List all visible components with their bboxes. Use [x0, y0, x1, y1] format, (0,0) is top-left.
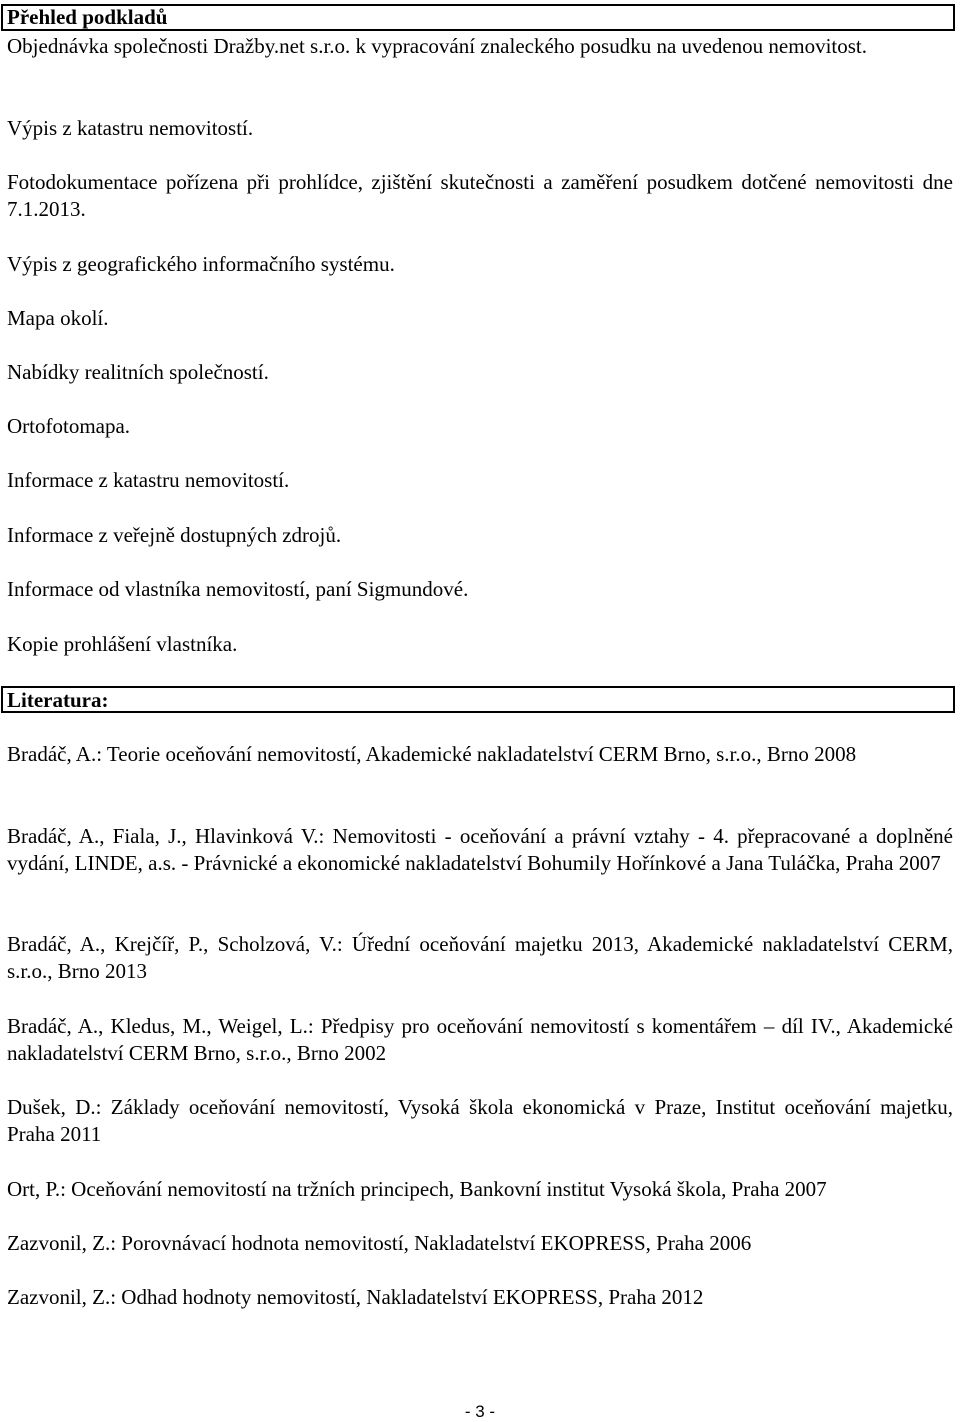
literature-item: Bradáč, A., Fiala, J., Hlavinková V.: Nemovitosti - oceňování a právní vztahy - 4. přepracované a doplněné vydání, LINDE, a.s. - Právnické a ekonomické nakladatelství Bohumily Hořínkové a Jana Tuláčka, Praha 2007: [7, 824, 953, 875]
source-item: Objednávka společnosti Dražby.net s.r.o. k vypracování znaleckého posudku na uvedenou nemovitost.: [7, 34, 867, 58]
literature-item: Zazvonil, Z.: Porovnávací hodnota nemovitostí, Nakladatelství EKOPRESS, Praha 2006: [7, 1231, 752, 1255]
source-item: Informace od vlastníka nemovitostí, paní Sigmundové.: [7, 577, 469, 601]
page-number-text: - 3 -: [464, 1402, 496, 1421]
literature-item: Bradáč, A., Krejčíř, P., Scholzová, V.: Úřední oceňování majetku 2013, Akademické nakladatelství CERM, s.r.o., Brno 2013: [7, 932, 953, 983]
literature-item: Zazvonil, Z.: Odhad hodnoty nemovitostí, Nakladatelství EKOPRESS, Praha 2012: [7, 1285, 704, 1309]
literature-item: Dušek, D.: Základy oceňování nemovitostí, Vysoká škola ekonomická v Praze, Institut oceňování majetku, Praha 2011: [7, 1095, 953, 1146]
source-item: Výpis z katastru nemovitostí.: [7, 116, 254, 140]
source-item: Mapa okolí.: [7, 306, 109, 330]
source-item: Informace z veřejně dostupných zdrojů.: [7, 523, 342, 547]
literature-item: Bradáč, A., Kledus, M., Weigel, L.: Předpisy pro oceňování nemovitostí s komentářem – díl IV., Akademické nakladatelství CERM Brno, s.r.o., Brno 2002: [7, 1014, 953, 1065]
sources-heading: Přehled podkladů: [7, 5, 168, 29]
source-item: Ortofotomapa.: [7, 414, 131, 438]
source-item: Kopie prohlášení vlastníka.: [7, 632, 238, 656]
literature-heading-box: [1, 686, 955, 713]
source-item: Informace z katastru nemovitostí.: [7, 468, 290, 492]
literature-item: Ort, P.: Oceňování nemovitostí na tržních principech, Bankovní institut Vysoká škola, Praha 2007: [7, 1177, 827, 1201]
literature-item: Bradáč, A.: Teorie oceňování nemovitostí, Akademické nakladatelství CERM Brno, s.r.o., Brno 2008: [7, 742, 857, 766]
source-item: Výpis z geografického informačního systému.: [7, 252, 395, 276]
source-item: Nabídky realitních společností.: [7, 360, 269, 384]
source-item: Fotodokumentace pořízena při prohlídce, zjištění skutečnosti a zaměření posudkem dotčené nemovitosti dne 7.1.2013.: [7, 170, 953, 221]
literature-heading: Literatura:: [7, 688, 109, 712]
page-number: [0, 1402, 960, 1422]
